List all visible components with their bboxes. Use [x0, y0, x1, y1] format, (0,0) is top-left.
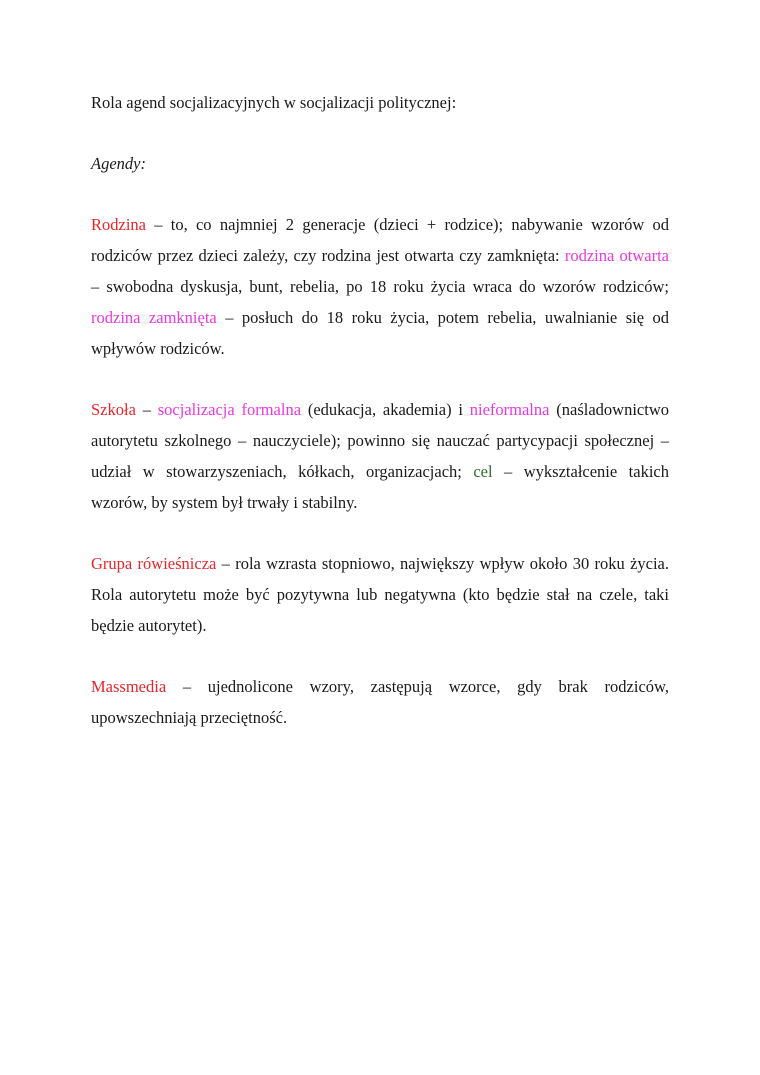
szkola-text-1: – — [135, 400, 158, 419]
term-massmedia: Massmedia — [91, 677, 167, 696]
term-rodzina-zamknieta: rodzina zamknięta — [91, 308, 217, 327]
document-title: Rola agend socjalizacyjnych w socjalizacji politycznej: — [91, 93, 457, 112]
rodzina-text-3: – posłuch do 18 roku życia, potem rebelia, uwalnianie się od wpływów rodziców. — [91, 308, 669, 358]
paragraph-grupa — [91, 548, 669, 641]
rodzina-text-1: – to, co najmniej 2 generacje (dzieci + rodzice); nabywanie wzorów od rodziców przez dzieci zależy, czy rodzina jest otwarta czy zamknięta: — [91, 215, 669, 265]
paragraph-rodzina — [91, 209, 669, 364]
szkola-text-4: – wykształcenie takich wzorów, by system był trwały i stabilny. — [91, 462, 669, 512]
grupa-text-1: – rola wzrasta stopniowo, największy wpływ około 30 roku życia. Rola autorytetu może być pozytywna lub negatywna (kto będzie stał na czele, taki będzie autorytet). — [91, 554, 669, 635]
szkola-text-3: (naśladownictwo autorytetu szkolnego – nauczyciele); powinno się nauczać partycypacji społecznej – udział w stowarzyszeniach, kółkach, organizacjach; — [91, 400, 669, 481]
term-szkola: Szkoła — [91, 400, 136, 419]
term-cel: cel — [473, 462, 493, 481]
document-subtitle: Agendy: — [91, 154, 146, 173]
term-socjalizacja-formalna: socjalizacja formalna — [157, 400, 302, 419]
term-rodzina: Rodzina — [91, 215, 146, 234]
term-nieformalna: nieformalna — [469, 400, 550, 419]
rodzina-text-2: – swobodna dyskusja, bunt, rebelia, po 18 roku życia wraca do wzorów rodziców; — [91, 277, 669, 296]
massmedia-text-1: – ujednolicone wzory, zastępują wzorce, gdy brak rodziców, upowszechniają przeciętność. — [91, 677, 669, 727]
term-grupa-rowiesnicza: Grupa rówieśnicza — [91, 554, 217, 573]
paragraph-szkola — [91, 394, 669, 518]
paragraph-massmedia — [91, 671, 669, 733]
term-rodzina-otwarta: rodzina otwarta — [564, 246, 670, 265]
szkola-text-2: (edukacja, akademia) i — [301, 400, 470, 419]
